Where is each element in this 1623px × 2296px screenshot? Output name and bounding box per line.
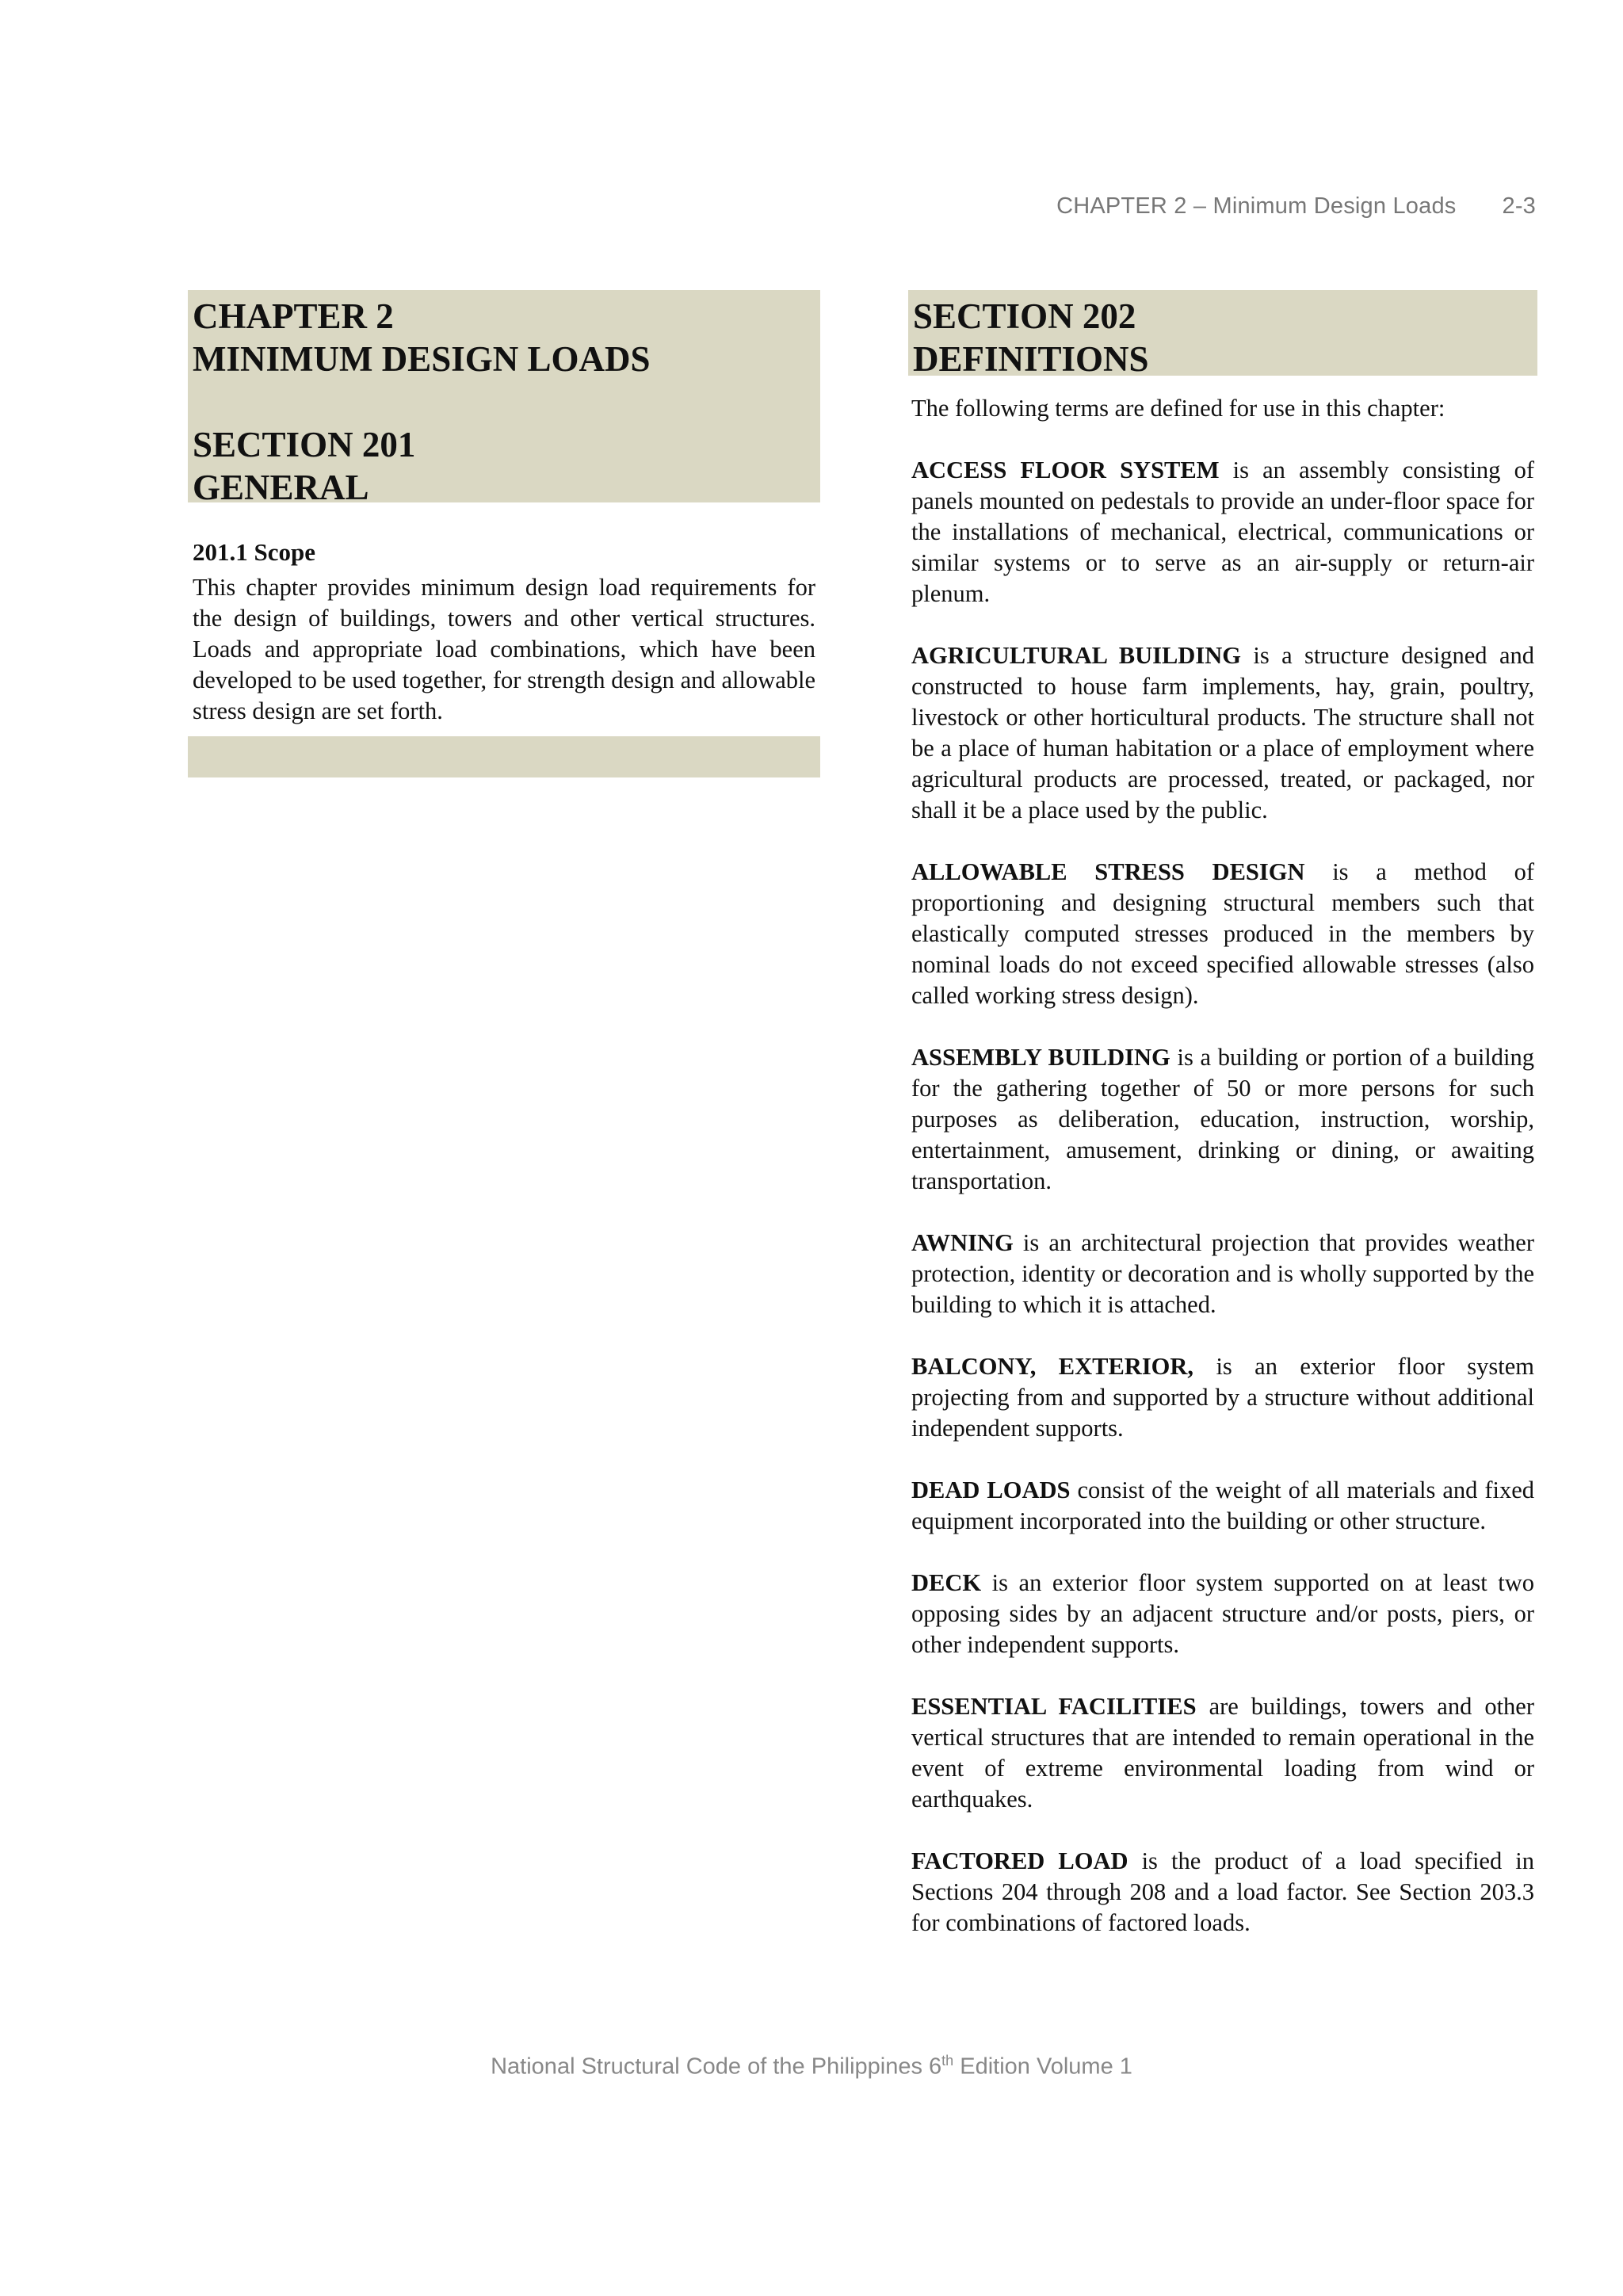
definition-term: FACTORED LOAD [911, 1847, 1128, 1874]
chapter-label: CHAPTER 2 [193, 296, 394, 336]
definition-text: is an exterior floor system projecting from and supported by a structure without additional independent supports. [911, 1353, 1534, 1442]
definition-term: DEAD LOADS [911, 1477, 1071, 1503]
definition-item [911, 1228, 1534, 1320]
running-title: CHAPTER 2 – Minimum Design Loads [1056, 193, 1457, 219]
definition-text: is an architectural projection that provides weather protection, identity or decoration and is wholly supported by the building to which it is attached. [911, 1229, 1534, 1318]
definitions-list [908, 455, 1537, 1939]
left-column [188, 290, 820, 777]
definition-text: are buildings, towers and other vertical structures that are intended to remain operational in the event of extreme environmental loading from wind or earthquakes. [911, 1693, 1534, 1813]
footer-text: National Structural Code of the Philippines 6 [491, 2053, 942, 2080]
definition-item [911, 1351, 1534, 1444]
footer-superscript: th [941, 2053, 954, 2069]
definition-term: ACCESS FLOOR SYSTEM [911, 457, 1220, 483]
definition-term: AGRICULTURAL BUILDING [911, 642, 1241, 669]
section-201-title: GENERAL [193, 468, 369, 507]
definition-text: is a building or portion of a building for the gathering together of 50 or more persons for such purposes as deliberation, education, instruction, worship, entertainment, amusement, drinking or dining, or awaiting transportation. [911, 1044, 1535, 1194]
definition-item [911, 1846, 1534, 1939]
definition-item [911, 1042, 1534, 1197]
section-201-label: SECTION 201 [193, 425, 416, 464]
definition-term: AWNING [911, 1229, 1014, 1256]
definition-text: consist of the weight of all materials and fixed equipment incorporated into the building or other structure. [911, 1477, 1534, 1534]
section-202-label: SECTION 202 [913, 296, 1136, 336]
definition-term: ESSENTIAL FACILITIES [911, 1693, 1197, 1720]
chapter-title: MINIMUM DESIGN LOADS [193, 339, 651, 379]
definition-term: DECK [911, 1569, 982, 1596]
definitions-intro: The following terms are defined for use in this chapter: [911, 395, 1445, 422]
definition-text: is a method of proportioning and designing structural members such that elastically computed stresses produced in the members by nominal loads do not exceed specified allowable stresses (also called working stress design). [911, 858, 1534, 1009]
definition-item [911, 1475, 1534, 1537]
scope-paragraph: This chapter provides minimum design load requirements for the design of buildings, towers and other vertical structures. Loads and appropriate load combinations, which have been developed to be used together, for strength design and allowable stress design are set forth. [193, 574, 815, 724]
definition-item [911, 1568, 1534, 1660]
page-number: 2-3 [1502, 193, 1536, 219]
running-header [1056, 193, 1536, 220]
scope-heading: 201.1 Scope [193, 538, 315, 566]
definition-text: is the product of a load specified in Sections 204 through 208 and a load factor. See Section 203.3 for combinations of factored loads. [911, 1847, 1534, 1936]
definitions-heading-band [908, 290, 1537, 379]
definition-term: BALCONY, EXTERIOR, [911, 1353, 1194, 1380]
footer-text-end: Edition Volume 1 [953, 2053, 1132, 2080]
definition-item [911, 857, 1534, 1011]
definition-text: is a structure designed and constructed to house farm implements, hay, grain, poultry, livestock or other horticultural products. The structure shall not be a place of human habitation or a place of employment where agricultural products are processed, treated, or packaged, nor shall it be a place used by the public. [911, 642, 1534, 823]
definition-text: is an assembly consisting of panels mounted on pedestals to provide an under-floor space for the installations of mechanical, electrical, communications or similar systems or to serve as an air-supply or return-air plenum. [911, 457, 1534, 607]
definition-text: is an exterior floor system supported on at least two opposing sides by an adjacent structure and/or posts, piers, or other independent supports. [911, 1569, 1534, 1658]
definition-term: ASSEMBLY BUILDING [911, 1044, 1170, 1071]
definition-item [911, 1691, 1534, 1815]
page-footer [0, 2053, 1623, 2080]
definition-term: ALLOWABLE STRESS DESIGN [911, 858, 1305, 885]
chapter-heading-band [188, 290, 820, 507]
right-column [908, 290, 1537, 1939]
definition-item [911, 455, 1534, 609]
definition-item [911, 640, 1534, 826]
section-end-band [188, 736, 820, 777]
section-202-title: DEFINITIONS [913, 339, 1149, 379]
